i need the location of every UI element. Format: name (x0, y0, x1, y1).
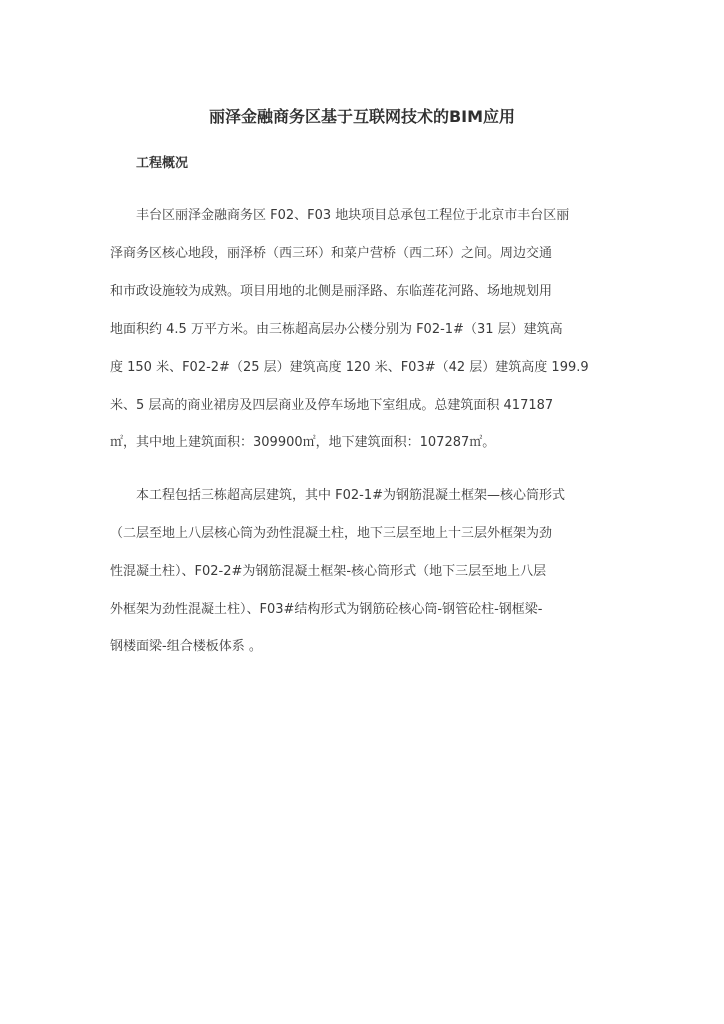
paragraph1-line: 地面积约 4.5 万平方米。由三栋超高层办公楼分别为 F02-1#（31 层）建筑高 (110, 322, 563, 337)
paragraph2-line: 性混凝土柱）、F02-2#为钢筋混凝土框架-核心筒形式（地下三层至地上八层 (110, 564, 547, 579)
paragraph1-line: 米、5 层高的商业裙房及四层商业及停车场地下室组成。总建筑面积 417187 (110, 398, 554, 413)
paragraph1-line: 丰台区丽泽金融商务区 F02、F03 地块项目总承包工程位于北京市丰台区丽 (136, 208, 570, 223)
paragraph2-line: （二层至地上八层核心筒为劲性混凝土柱，地下三层至地上十三层外框架为劲 (110, 526, 553, 541)
paragraph1-line: 和市政设施较为成熟。项目用地的北侧是丽泽路、东临莲花河路、场地规划用 (110, 284, 553, 299)
section-heading: 工程概况 (136, 156, 189, 171)
document-title: 丽泽金融商务区基于互联网技术的BIM应用 (208, 107, 516, 126)
paragraph2-line: 本工程包括三栋超高层建筑，其中 F02-1#为钢筋混凝土框架—核心筒形式 (136, 488, 566, 503)
paragraph1-line: 度 150 米、F02-2#（25 层）建筑高度 120 米、F03#（42 层）建筑高度 199.9 (110, 360, 589, 375)
paragraph2-line: 外框架为劲性混凝土柱）、F03#结构形式为钢筋砼核心筒-钢管砼柱-钢框梁- (110, 602, 543, 617)
paragraph1-line: ㎡，其中地上建筑面积：309900㎡，地下建筑面积：107287㎡。 (110, 435, 496, 450)
paragraph2-line: 钢楼面梁-组合楼板体系 。 (110, 639, 262, 654)
paragraph1-line: 泽商务区核心地段，丽泽桥（西三环）和菜户营桥（西二环）之间。周边交通 (110, 246, 553, 261)
